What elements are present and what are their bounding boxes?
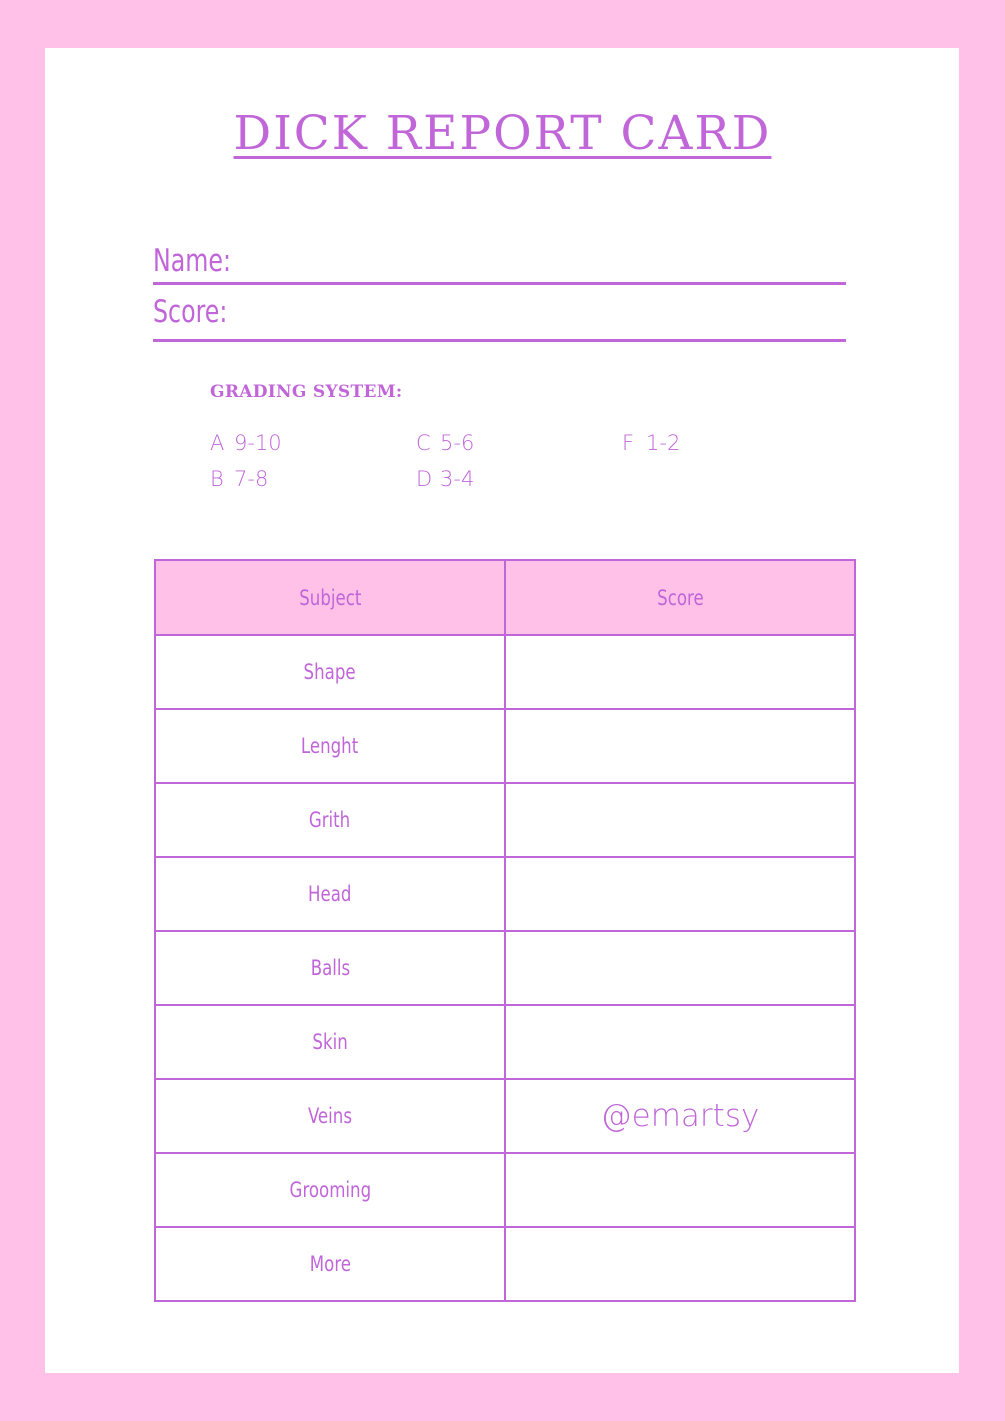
grade-a	[210, 430, 282, 456]
grade-c	[416, 430, 474, 456]
table-row	[155, 709, 855, 783]
score-line	[153, 339, 846, 342]
grade-range: 5-6	[440, 431, 475, 455]
score-label: Score:	[153, 294, 228, 330]
score-cell[interactable]	[505, 931, 855, 1005]
table-row	[155, 857, 855, 931]
score-cell[interactable]	[505, 857, 855, 931]
name-line	[153, 282, 846, 285]
score-cell[interactable]	[505, 783, 855, 857]
score-cell[interactable]	[505, 1079, 855, 1153]
subject-cell: Skin	[155, 1005, 505, 1079]
table-row	[155, 1005, 855, 1079]
subject-cell: Lenght	[155, 709, 505, 783]
grade-range: 7-8	[234, 467, 269, 491]
grade-range: 3-4	[440, 467, 475, 491]
subject-cell: Veins	[155, 1079, 505, 1153]
score-cell[interactable]	[505, 709, 855, 783]
grade-b	[210, 466, 268, 492]
grade-letter: B	[210, 467, 224, 491]
grade-letter: C	[416, 431, 431, 455]
score-cell[interactable]	[505, 1153, 855, 1227]
grade-letter: A	[210, 431, 225, 455]
score-column-header: Score	[505, 560, 855, 635]
table-row	[155, 1079, 855, 1153]
grade-f	[622, 430, 680, 456]
table-row	[155, 1153, 855, 1227]
subject-cell: Grith	[155, 783, 505, 857]
subject-cell: Balls	[155, 931, 505, 1005]
table-row	[155, 635, 855, 709]
grade-letter: D	[416, 467, 433, 491]
report-card-table	[154, 559, 856, 1302]
score-cell[interactable]	[505, 635, 855, 709]
watermark-text: @emartsy	[600, 1098, 760, 1134]
grade-letter: F	[622, 431, 635, 455]
name-label: Name:	[153, 243, 231, 279]
subject-cell: Grooming	[155, 1153, 505, 1227]
grade-range: 9-10	[234, 431, 282, 455]
table-row	[155, 931, 855, 1005]
table-row	[155, 783, 855, 857]
table-header-row	[155, 560, 855, 635]
grade-d	[416, 466, 474, 492]
page-title: DICK REPORT CARD	[233, 106, 772, 161]
subject-column-header: Subject	[155, 560, 505, 635]
score-cell[interactable]	[505, 1227, 855, 1301]
grading-system-title: GRADING SYSTEM:	[210, 382, 403, 402]
table-row	[155, 1227, 855, 1301]
subject-cell: Head	[155, 857, 505, 931]
subject-cell: More	[155, 1227, 505, 1301]
subject-cell: Shape	[155, 635, 505, 709]
score-cell[interactable]	[505, 1005, 855, 1079]
grade-range: 1-2	[646, 431, 681, 455]
